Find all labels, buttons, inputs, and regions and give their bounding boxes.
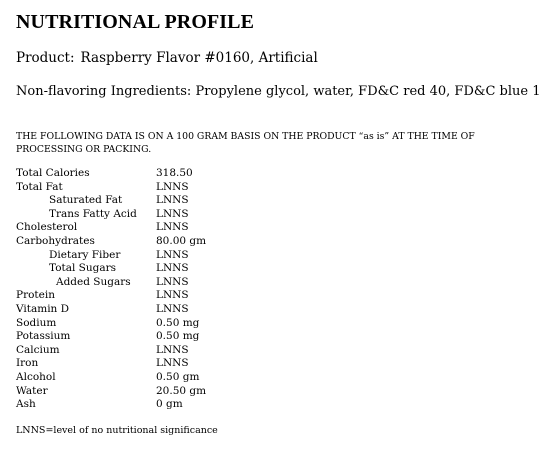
nutrient-row xyxy=(16,249,316,263)
nutrient-label: Total Sugars xyxy=(49,262,117,275)
page-title: NUTRITIONAL PROFILE xyxy=(16,11,255,33)
nutrient-label: Water xyxy=(16,384,48,397)
nutrient-row xyxy=(16,289,316,303)
nutrient-row xyxy=(16,317,316,331)
footnote: LNNS=level of no nutritional significance xyxy=(16,425,218,436)
nutrient-label: Added Sugars xyxy=(56,275,131,288)
nutrient-label: Carbohydrates xyxy=(16,234,95,247)
nutrient-label: Total Calories xyxy=(16,167,90,179)
nutrient-value: 318.50 xyxy=(156,167,193,179)
nutrient-label: Cholesterol xyxy=(16,221,78,234)
nutrient-label: Saturated Fat xyxy=(49,194,123,207)
nutrient-label: Total Fat xyxy=(16,180,63,193)
product-name: Raspberry Flavor #0160, Artificial xyxy=(80,50,318,66)
nutrient-value: 80.00 gm xyxy=(156,234,207,247)
nutrient-row xyxy=(16,235,316,249)
nutrient-row xyxy=(16,221,316,235)
nutrient-row xyxy=(16,330,316,344)
nutrient-row xyxy=(16,276,316,290)
nutrient-value: 0 gm xyxy=(156,398,183,411)
nutrient-value: LNNS xyxy=(156,262,189,275)
nutrient-value: LNNS xyxy=(156,343,189,356)
nutrient-value: LNNS xyxy=(156,275,189,288)
nutrient-value: 0.50 gm xyxy=(156,370,200,383)
ingredients-value: Propylene glycol, water, FD&C red 40, FD&C blue 1 xyxy=(195,84,540,99)
nutrient-row xyxy=(16,385,316,399)
nutrient-row xyxy=(16,371,316,385)
nutrient-row xyxy=(16,303,316,317)
nutrient-label: Iron xyxy=(16,357,39,370)
nutrient-value: LNNS xyxy=(156,302,189,315)
nutrient-label: Dietary Fiber xyxy=(49,248,121,261)
nutrient-row xyxy=(16,262,316,276)
nutrient-label: Vitamin D xyxy=(16,302,70,315)
nutrient-row xyxy=(16,208,316,222)
ingredients-label: Non-flavoring Ingredients: xyxy=(16,84,192,99)
nutrient-value: 0.50 mg xyxy=(156,316,200,329)
nutrient-label: Alcohol xyxy=(16,370,56,383)
basis-note: THE FOLLOWING DATA IS ON A 100 GRAM BASIS ON THE PRODUCT “as is” AT THE TIME OF PROCESSING OR PACKING. xyxy=(16,131,475,155)
nutrient-label: Protein xyxy=(16,289,55,302)
nutrient-value: 0.50 mg xyxy=(156,330,200,343)
nutrient-value: LNNS xyxy=(156,221,189,234)
nutrient-value: 20.50 gm xyxy=(156,384,207,397)
ingredients-line xyxy=(16,84,540,99)
nutrient-value: LNNS xyxy=(156,289,189,302)
nutrient-table xyxy=(16,167,316,412)
nutrient-row xyxy=(16,398,316,412)
nutrient-value: LNNS xyxy=(156,207,189,220)
nutrient-row xyxy=(16,181,316,195)
nutrient-row xyxy=(16,344,316,358)
nutrient-row xyxy=(16,194,316,208)
product-line xyxy=(16,50,318,66)
nutrient-value: LNNS xyxy=(156,248,189,261)
nutrient-label: Calcium xyxy=(16,343,60,356)
nutrient-label: Sodium xyxy=(16,316,57,329)
product-label: Product: xyxy=(16,50,75,66)
nutrient-label: Trans Fatty Acid xyxy=(49,207,137,220)
nutrient-label: Ash xyxy=(16,398,36,411)
nutrient-label: Potassium xyxy=(16,330,71,343)
nutrient-row xyxy=(16,167,316,181)
nutrient-value: LNNS xyxy=(156,180,189,193)
nutrient-value: LNNS xyxy=(156,194,189,207)
nutrient-value: LNNS xyxy=(156,357,189,370)
nutrient-row xyxy=(16,357,316,371)
